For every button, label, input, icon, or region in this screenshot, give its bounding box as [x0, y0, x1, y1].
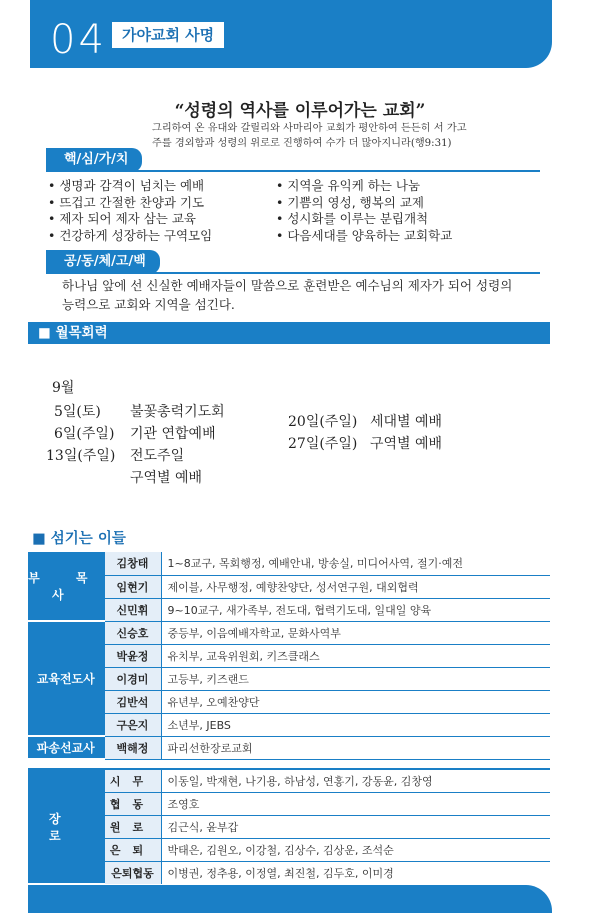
calendar-date: 27일(주일): [288, 436, 358, 452]
list-item: • 건강하게 성장하는 구역모임: [48, 228, 212, 245]
staff-duty: 1~8교구, 목회행정, 예배안내, 방송실, 미디어사역, 절기·예전: [161, 552, 550, 575]
table-row: [28, 667, 550, 690]
section-title: 가야교회 사명: [112, 22, 224, 48]
staff-heading: ■ 섬기는 이들: [32, 531, 126, 547]
staff-name: 협동: [104, 792, 161, 815]
staff-name: 신민휘: [104, 598, 161, 621]
staff-name: 은퇴: [104, 838, 161, 861]
staff-duty: 9~10교구, 새가족부, 전도대, 협력기도대, 일대일 양육: [161, 598, 550, 621]
list-item: • 기쁨의 영성, 행복의 교제: [276, 195, 452, 212]
confession-text: [62, 276, 522, 314]
staff-name: 박윤정: [104, 644, 161, 667]
confession-divider: [46, 272, 540, 274]
table-row: [28, 621, 550, 644]
list-item: • 제자 되어 제자 삼는 교육: [48, 211, 212, 228]
staff-duty: 이병권, 정추용, 이정열, 최진철, 김두호, 이미경: [167, 866, 394, 880]
calendar-heading: ■ 월목회력: [28, 322, 550, 344]
motto-verse-line2: 주를 경외함과 성령의 위로로 진행하여 수가 더 많아지니라(행9:31): [152, 138, 452, 149]
table-row: [28, 598, 550, 621]
table-row: [28, 690, 550, 713]
list-item: • 생명과 감격이 넘치는 예배: [48, 178, 212, 195]
staff-name: 구은지: [104, 713, 161, 736]
calendar-event: 구역별 예배: [130, 470, 203, 486]
list-item: • 지역을 유익케 하는 나눔: [276, 178, 452, 195]
footer-band: [28, 885, 552, 913]
staff-name: 시무: [104, 769, 161, 792]
table-spacer: [28, 759, 550, 769]
calendar-date: 20일(주일): [288, 414, 358, 430]
staff-name: 백해정: [104, 736, 161, 759]
table-row: [28, 759, 550, 769]
staff-duty: 제이블, 사무행정, 예향찬양단, 성서연구원, 대외협력: [161, 575, 550, 598]
staff-duty: 고등부, 키즈랜드: [161, 667, 550, 690]
confession-line1: 하나님 앞에 선 신실한 예배자들이 말씀으로 훈련받은 예수님의 제자가 되어 성령의: [62, 278, 513, 293]
table-row: [28, 792, 550, 815]
core-values-divider: [46, 170, 540, 172]
staff-name: 이경미: [104, 667, 161, 690]
staff-duty: 김근식, 윤부갑: [161, 815, 550, 838]
calendar-event: 전도주일: [130, 448, 185, 464]
table-row: [28, 736, 550, 759]
section-number: 04: [50, 17, 107, 63]
list-item: • 뜨겁고 간절한 찬양과 기도: [48, 195, 212, 212]
calendar-event: 구역별 예배: [370, 436, 443, 452]
table-row: [28, 575, 550, 598]
staff-duty: 박태은, 김원오, 이강철, 김상수, 김상운, 조석순: [161, 838, 550, 861]
table-row: [28, 815, 550, 838]
staff-name: 신승호: [104, 621, 161, 644]
calendar-month: 9월: [52, 380, 75, 396]
list-item: • 성시화를 이루는 분립개척: [276, 211, 452, 228]
table-row: [28, 861, 550, 884]
core-values-label: 핵/심/가/치: [46, 148, 142, 172]
staff-duty: 이동일, 박재현, 나기용, 하남성, 연홍기, 강동윤, 김창영: [161, 769, 550, 792]
group-elder: 장 로: [28, 769, 104, 884]
list-item: • 다음세대를 양육하는 교회학교: [276, 228, 452, 245]
calendar-date: 13일(주일): [46, 448, 116, 464]
calendar-event: 불꽃총력기도회: [130, 404, 225, 420]
confession-line2: 능력으로 교회와 지역을 섬긴다.: [62, 297, 235, 312]
table-row: [28, 769, 550, 792]
calendar-event: 세대별 예배: [370, 414, 443, 430]
staff-duty: 유년부, 오예찬양단: [161, 690, 550, 713]
table-row: [28, 713, 550, 736]
staff-duty: 조영호: [161, 792, 550, 815]
staff-name: 김반석: [104, 690, 161, 713]
staff-name: 김창태: [104, 552, 161, 575]
confession-label: 공/동/체/고/백: [46, 250, 160, 274]
staff-duty: 유치부, 교육위원회, 키즈클래스: [161, 644, 550, 667]
table-row: [28, 552, 550, 575]
motto-verse-line1: 그리하여 온 유대와 갈릴리와 사마리아 교회가 평안하여 든든히 서 가고: [152, 123, 467, 134]
group-associate-pastor: 부 목 사: [28, 552, 104, 621]
calendar-date: 6일(주일): [54, 426, 115, 442]
header-band: [30, 0, 552, 68]
core-values-right: [276, 178, 452, 244]
staff-duty: 중등부, 이음예배자학교, 문화사역부: [161, 621, 550, 644]
group-evangelist: 교육전도사: [28, 621, 104, 736]
staff-duty: 파리선한장로교회: [161, 736, 550, 759]
core-values-left: [48, 178, 212, 244]
calendar-date: 5일(토): [54, 404, 101, 420]
staff-name: 원로: [104, 815, 161, 838]
staff-duty: 소년부, JEBS: [161, 713, 550, 736]
staff-table: [28, 552, 550, 885]
motto-title: “성령의 역사를 이루어가는 교회”: [174, 101, 426, 121]
calendar-event: 기관 연합예배: [130, 426, 216, 442]
table-row: [28, 644, 550, 667]
group-missionary: 파송선교사: [28, 736, 104, 759]
staff-name: 은퇴협동: [104, 861, 161, 884]
table-row: [28, 838, 550, 861]
staff-name: 임현기: [104, 575, 161, 598]
